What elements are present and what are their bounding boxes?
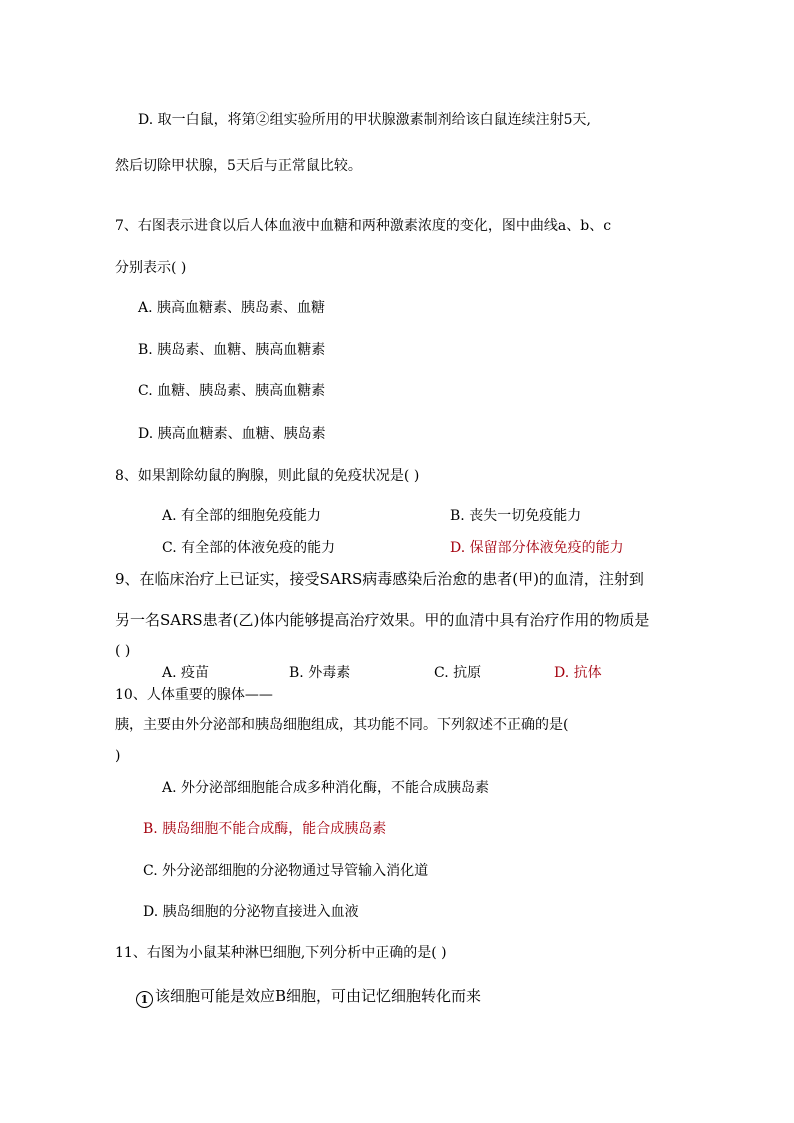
q7-stem-line1: 7、右图表示进食以后人体血液中血糖和两种激素浓度的变化，图中曲线a、b、c [115,218,612,234]
q11-item1-text: 该细胞可能是效应B细胞，可由记忆细胞转化而来 [155,987,482,1005]
q9-stem-line1: 9、在临床治疗上已证实，接受SARS病毒感染后治愈的患者(甲)的血清，注射到 [115,570,644,588]
q9-option-a: A. 疫苗 [162,665,210,681]
q10-option-d: D. 胰岛细胞的分泌物直接进入血液 [143,904,359,920]
q11-stem: 11、右图为小鼠某种淋巴细胞,下列分析中正确的是( ) [115,945,447,961]
q9-option-b: B. 外毒素 [289,665,351,681]
q8-option-b: B. 丧失一切免疫能力 [450,508,582,524]
q9-option-d: D. 抗体 [554,665,602,681]
q8-stem: 8、如果割除幼鼠的胸腺，则此鼠的免疫状况是( ) [115,468,420,484]
q8-option-c: C. 有全部的体液免疫的能力 [162,540,336,556]
q9-stem-line2: 另一名SARS患者(乙)体内能够提高治疗效果。甲的血清中具有治疗作用的物质是 [115,611,650,629]
q7-option-d: D. 胰高血糖素、血糖、胰岛素 [138,426,326,442]
q10-stem-line2: 胰，主要由外分泌部和胰岛细胞组成，其功能不同。下列叙述不正确的是( [115,717,569,733]
q6-option-d-line2: 然后切除甲状腺，5天后与正常鼠比较。 [115,158,362,174]
q7-option-c: C. 血糖、胰岛素、胰高血糖素 [138,383,326,399]
q10-stem-line1: 10、人体重要的腺体—— [115,687,273,703]
q7-option-b: B. 胰岛素、血糖、胰高血糖素 [138,342,326,358]
q10-option-b: B. 胰岛细胞不能合成酶，能合成胰岛素 [143,821,387,837]
q7-option-a: A. 胰高血糖素、胰岛素、血糖 [138,300,326,316]
q9-option-c: C. 抗原 [434,665,482,681]
q10-stem-line3: ) [115,748,121,764]
q7-stem-line2: 分别表示( ) [115,260,187,276]
q10-option-a: A. 外分泌部细胞能合成多种消化酶，不能合成胰岛素 [162,780,490,796]
circled-number-1: 1 [136,991,153,1008]
q9-stem-line3: ( ) [115,643,131,659]
q11-item1 [136,987,481,1008]
q10-option-c: C. 外分泌部细胞的分泌物通过导管输入消化道 [143,863,429,879]
q6-option-d-line1: D. 取一白鼠，将第②组实验所用的甲状腺激素制剂给该白鼠连续注射5天, [138,112,591,128]
q8-option-a: A. 有全部的细胞免疫能力 [162,508,322,524]
q8-option-d: D. 保留部分体液免疫的能力 [450,540,624,556]
